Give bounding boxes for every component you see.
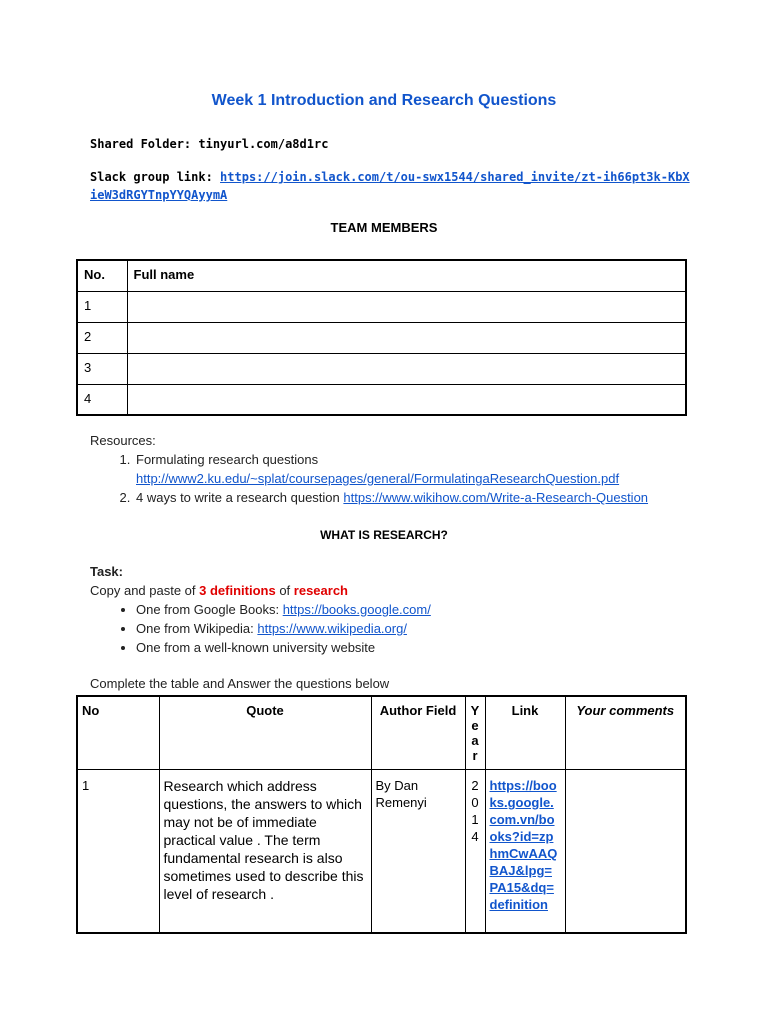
table-row (77, 384, 686, 415)
header-year: Year (465, 696, 485, 770)
task-instruction (90, 581, 710, 600)
list-item (136, 600, 710, 619)
team-row-name[interactable] (127, 353, 686, 384)
team-row-no: 4 (77, 384, 127, 415)
definitions-header-row (77, 696, 686, 770)
task-highlight-research: research (293, 583, 348, 598)
slack-line (90, 168, 690, 204)
what-is-research-heading: WHAT IS RESEARCH? (320, 528, 448, 542)
shared-folder-value: tinyurl.com/a8d1rc (198, 137, 329, 151)
row-link[interactable]: https://books.google.com.vn/books?id=zphmCwAAQBAJ&lpg=PA15&dq=definition (489, 778, 558, 912)
bullet-text: One from a well-known university website (136, 640, 376, 655)
task-label: Task: (90, 564, 123, 579)
resources-section (90, 431, 710, 507)
task-bullets (136, 600, 710, 657)
header-quote: Quote (159, 696, 371, 770)
team-members-table (76, 259, 687, 416)
list-item (136, 638, 710, 657)
google-books-link[interactable]: https://books.google.com/ (282, 602, 431, 617)
task-text: Copy and paste of (90, 583, 200, 598)
complete-table-instruction: Complete the table and Answer the questions below (90, 676, 390, 691)
resources-list (134, 450, 710, 507)
team-row-no: 3 (77, 353, 127, 384)
team-row-name[interactable] (127, 322, 686, 353)
document-title: Week 1 Introduction and Research Questions (211, 92, 557, 109)
wikipedia-link[interactable]: https://www.wikipedia.org/ (257, 621, 407, 636)
task-highlight-definitions: 3 definitions (199, 583, 276, 598)
resource-text: 4 ways to write a research question (136, 490, 344, 505)
row-author: By Dan Remenyi (371, 770, 465, 933)
resource-text: Formulating research questions (136, 452, 319, 467)
row-no: 1 (77, 770, 159, 933)
row-quote: Research which address questions, the answers to which may not be of immediate practical value . The term fundamental research is also sometimes used to describe this level of research . (159, 770, 371, 933)
team-table-header-row (77, 260, 686, 291)
resource-link[interactable]: https://www.wikihow.com/Write-a-Research-Question (343, 490, 649, 505)
resource-link[interactable]: http://www2.ku.edu/~splat/coursepages/general/FormulatingaResearchQuestion.pdf (136, 471, 620, 486)
team-row-name[interactable] (127, 291, 686, 322)
slack-link[interactable]: https://join.slack.com/t/ou-swx1544/shared_invite/zt-ih66pt3k-KbXieW3dRGYTnpYYQAyymA (90, 170, 690, 202)
header-comments: Your comments (565, 696, 686, 770)
header-no: No (77, 696, 159, 770)
list-item (136, 619, 710, 638)
table-row (77, 291, 686, 322)
header-author: Author Field (371, 696, 465, 770)
header-link: Link (485, 696, 565, 770)
shared-folder-label: Shared Folder: (90, 137, 199, 151)
slack-label: Slack group link: (90, 170, 221, 184)
task-section (90, 562, 710, 657)
list-item (134, 450, 710, 488)
team-row-no: 1 (77, 291, 127, 322)
definitions-table (76, 695, 687, 934)
team-header-fullname: Full name (127, 260, 686, 291)
table-row (77, 322, 686, 353)
bullet-text: One from Google Books: (136, 602, 283, 617)
list-item (134, 488, 710, 507)
resources-label: Resources: (90, 433, 156, 448)
team-row-name[interactable] (127, 384, 686, 415)
row-comments[interactable] (565, 770, 686, 933)
table-row (77, 353, 686, 384)
bullet-text: One from Wikipedia: (136, 621, 258, 636)
team-row-no: 2 (77, 322, 127, 353)
row-year: 2014 (465, 770, 485, 933)
team-header-no: No. (77, 260, 127, 291)
task-text: of (275, 583, 294, 598)
shared-folder-line (90, 135, 328, 153)
team-members-heading: TEAM MEMBERS (330, 220, 438, 235)
table-row (77, 770, 686, 933)
row-link-cell (485, 770, 565, 933)
